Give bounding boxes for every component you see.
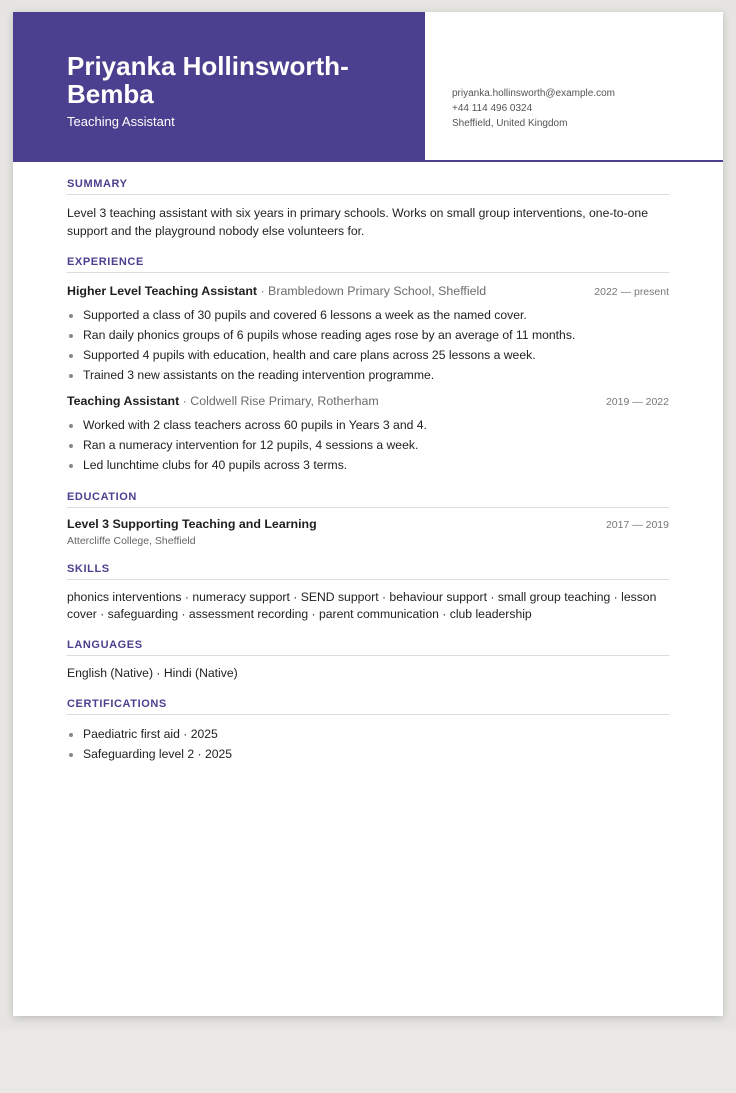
education-school: Attercliffe College, Sheffield (67, 535, 196, 547)
job-heading-line (67, 282, 486, 300)
job-title: Higher Level Teaching Assistant (67, 284, 258, 298)
skills-heading: SKILLS (67, 563, 669, 580)
certification-item: Safeguarding level 2 · 2025 (67, 744, 669, 764)
job-bullet: Worked with 2 class teachers across 60 pupils in Years 3 and 4. (67, 415, 669, 435)
education-section (67, 491, 669, 547)
job-dates: 2022 — present (594, 286, 669, 298)
job-heading-line (67, 392, 379, 410)
header-contact-panel (425, 12, 723, 162)
header-name-panel (13, 12, 425, 162)
job-title: Teaching Assistant (67, 394, 180, 408)
job-entry (67, 282, 669, 385)
job-organisation: · Brambledown Primary School, Sheffield (257, 284, 487, 298)
certifications-section (67, 698, 669, 764)
job-bullet: Ran daily phonics groups of 6 pupils whose reading ages rose by an average of 11 months. (67, 325, 669, 345)
contact-phone: +44 114 496 0324 (452, 103, 533, 114)
experience-heading: EXPERIENCE (67, 256, 669, 273)
education-header (67, 517, 669, 531)
languages-list: English (Native) · Hindi (Native) (67, 666, 238, 680)
job-header (67, 392, 669, 410)
resume-header (13, 12, 723, 162)
candidate-role: Teaching Assistant (67, 114, 175, 129)
job-bullet: Trained 3 new assistants on the reading intervention programme. (67, 365, 669, 385)
languages-heading: LANGUAGES (67, 639, 669, 656)
job-entry (67, 392, 669, 475)
summary-text: Level 3 teaching assistant with six years in primary schools. Works on small group interventions, one-to-one support and the playground nobody else volunteers for. (67, 206, 648, 238)
summary-heading: SUMMARY (67, 178, 669, 195)
skills-section (67, 563, 669, 623)
job-bullets (67, 415, 669, 475)
job-dates: 2019 — 2022 (605, 396, 669, 408)
job-bullets (67, 305, 669, 385)
summary-section (67, 178, 669, 240)
job-header (67, 282, 669, 300)
certification-item: Paediatric first aid · 2025 (67, 724, 669, 744)
education-heading: EDUCATION (67, 491, 669, 508)
resume-content (67, 178, 669, 780)
experience-section (67, 256, 669, 475)
job-bullet: Led lunchtime clubs for 40 pupils across 3 terms. (67, 455, 669, 475)
page-background-band (0, 1028, 736, 1093)
contact-location: Sheffield, United Kingdom (452, 118, 568, 129)
contact-block (452, 86, 615, 131)
job-bullet: Ran a numeracy intervention for 12 pupils, 4 sessions a week. (67, 435, 669, 455)
skills-list: phonics interventions · numeracy support · SEND support · behaviour support · small group teaching · lesson cover · safeguarding · assessment recording · parent communication · club leadership (67, 590, 657, 621)
resume-page (13, 12, 723, 1016)
job-bullet: Supported a class of 30 pupils and covered 6 lessons a week as the named cover. (67, 305, 669, 325)
job-bullet: Supported 4 pupils with education, health and care plans across 25 lessons a week. (67, 345, 669, 365)
certifications-heading: CERTIFICATIONS (67, 698, 669, 715)
education-dates: 2017 — 2019 (605, 519, 669, 531)
education-degree: Level 3 Supporting Teaching and Learning (67, 517, 317, 531)
certification-list (67, 724, 669, 764)
languages-section (67, 639, 669, 682)
job-organisation: · Coldwell Rise Primary, Rotherham (179, 394, 379, 408)
contact-email[interactable]: priyanka.hollinsworth@example.com (452, 88, 615, 99)
candidate-name: Priyanka Hollinsworth-Bemba (67, 51, 349, 109)
